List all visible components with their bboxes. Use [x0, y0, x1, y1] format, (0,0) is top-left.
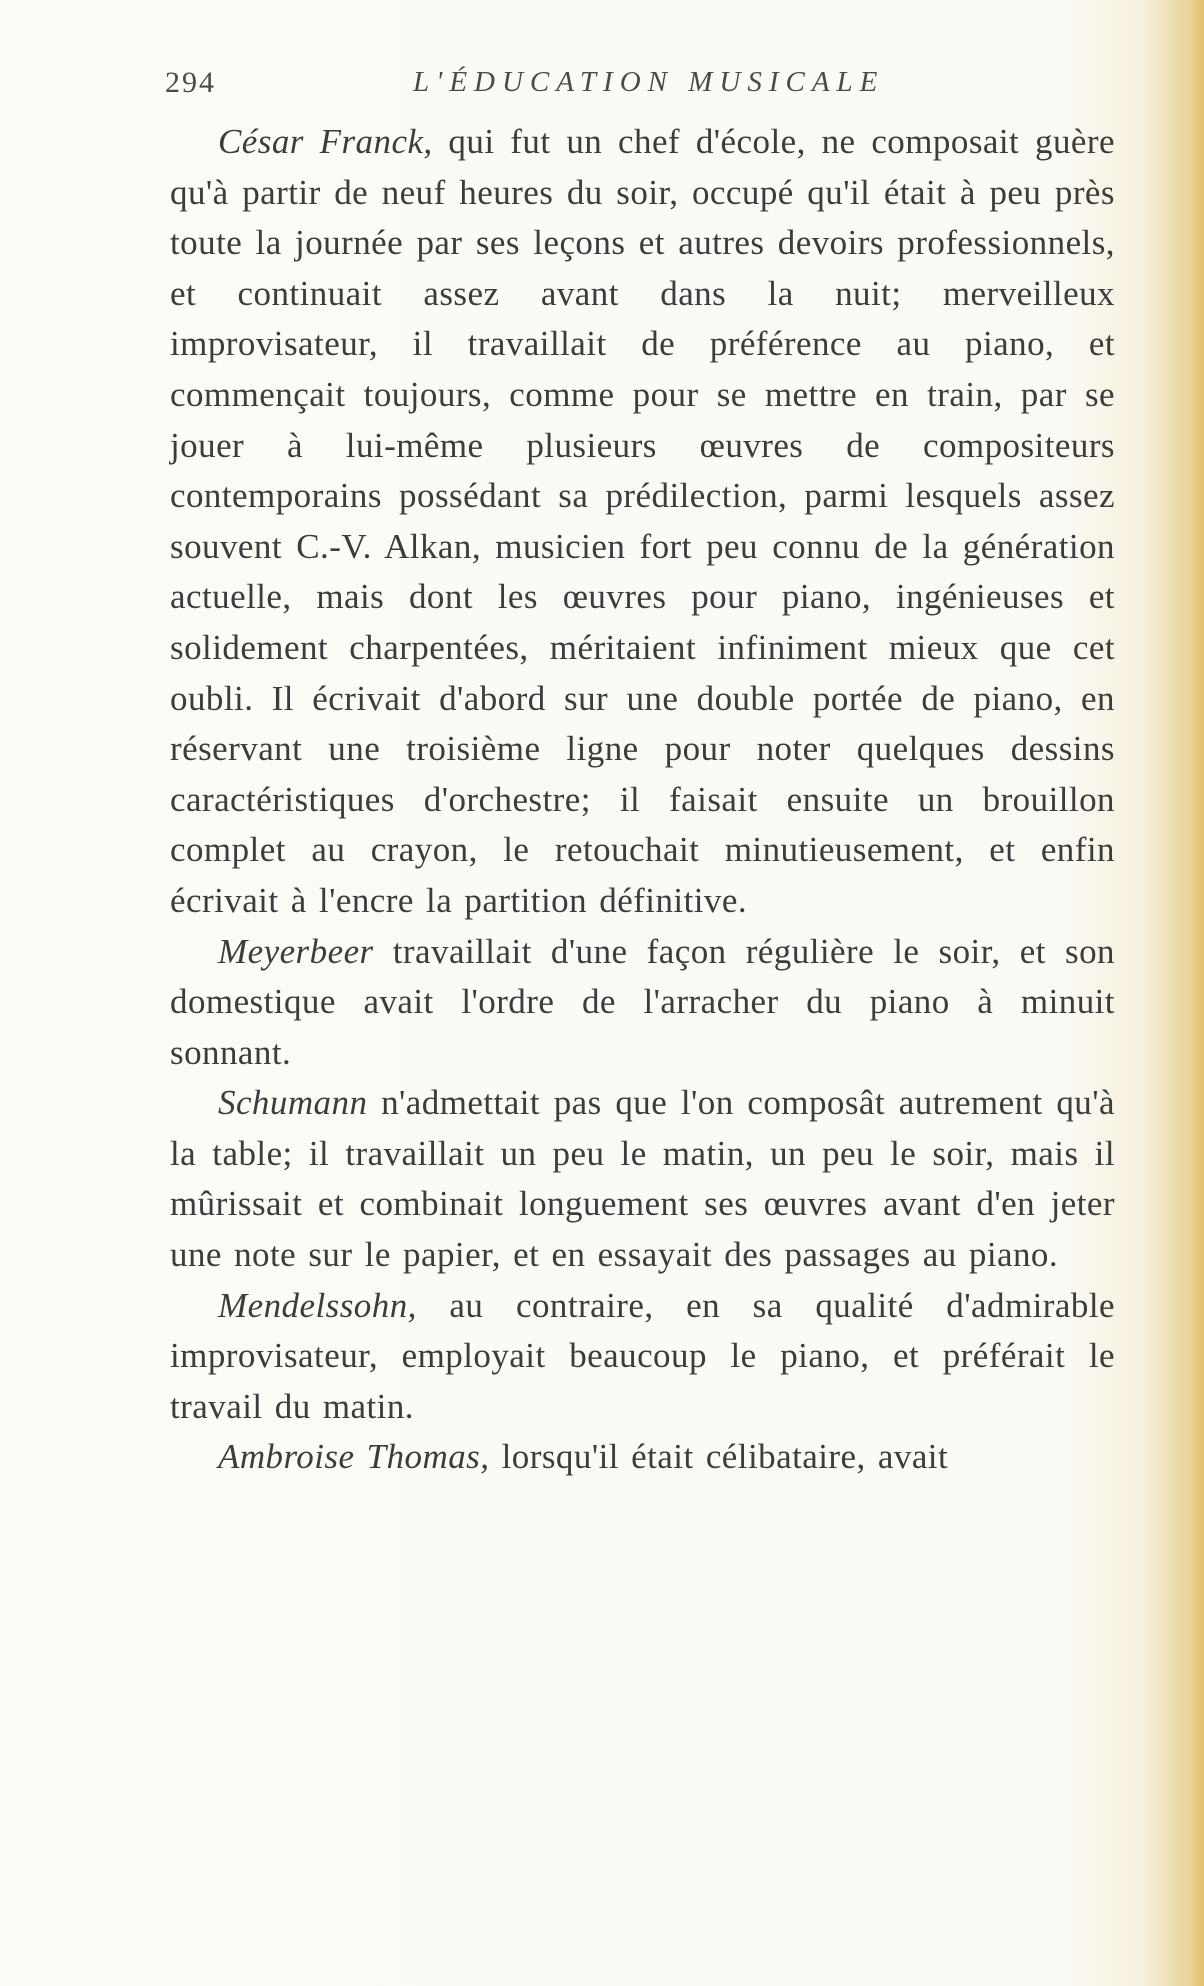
body-text: [170, 117, 1115, 1483]
paragraph-text-mendelssohn: au contraire, en sa qualité d'admirable improvisateur, employait beaucoup le piano, et préférait le travail du matin.: [170, 1285, 1115, 1426]
paragraph-text-meyerbeer: travaillait d'une façon régulière le soir, et son domestique avait l'ordre de l'arracher du piano à minuit sonnant.: [170, 931, 1115, 1072]
composer-name-schumann: Schumann: [218, 1083, 368, 1123]
paragraph-text-thomas: lorsqu'il était célibataire, avait: [489, 1437, 949, 1477]
paragraph-franck: [170, 117, 1115, 927]
running-head: [165, 66, 885, 106]
running-title: L'ÉDUCATION MUSICALE: [413, 66, 885, 98]
page-number: 294: [165, 66, 216, 99]
paragraph-text-schumann: n'admettait pas que l'on composât autrement qu'à la table; il travaillait un peu le matin, un peu le soir, mais il mûrissait et combinait longuement ses œuvres avant d'en jeter une note sur le papier, et en essayait des passages au piano.: [170, 1083, 1115, 1275]
page-edge: [1186, 0, 1204, 1986]
paragraph-thomas: [170, 1432, 1115, 1483]
paragraph-text-franck: qui fut un chef d'école, ne composait guère qu'à partir de neuf heures du soir, occupé qu'il était à peu près toute la journée par ses leçons et autres devoirs professionnels, et continuait assez avant dans la nuit; merveilleux improvisateur, il travaillait de préférence au piano, et commençait toujours, comme pour se mettre en train, par se jouer à lui-même plusieurs œuvres de compositeurs contemporains possédant sa prédilection, parmi lesquels assez souvent C.-V. Alkan, musicien fort peu connu de la génération actuelle, mais dont les œuvres pour piano, ingénieuses et solidement charpentées, méritaient infiniment mieux que cet oubli. Il écrivait d'abord sur une double portée de piano, en réservant une troisième ligne pour noter quelques dessins caractéristiques d'orchestre; il faisait ensuite un brouillon complet au crayon, le retouchait minutieusement, et enfin écrivait à l'encre la partition définitive.: [170, 122, 1115, 920]
composer-name-thomas: Ambroise Thomas,: [218, 1437, 490, 1477]
composer-name-franck: César Franck,: [218, 122, 433, 161]
paragraph-schumann: [170, 1078, 1115, 1280]
composer-name-meyerbeer: Meyerbeer: [218, 931, 374, 971]
paragraph-mendelssohn: [170, 1281, 1115, 1433]
paragraph-meyerbeer: [170, 927, 1115, 1079]
composer-name-mendelssohn: Mendelssohn,: [218, 1285, 417, 1325]
